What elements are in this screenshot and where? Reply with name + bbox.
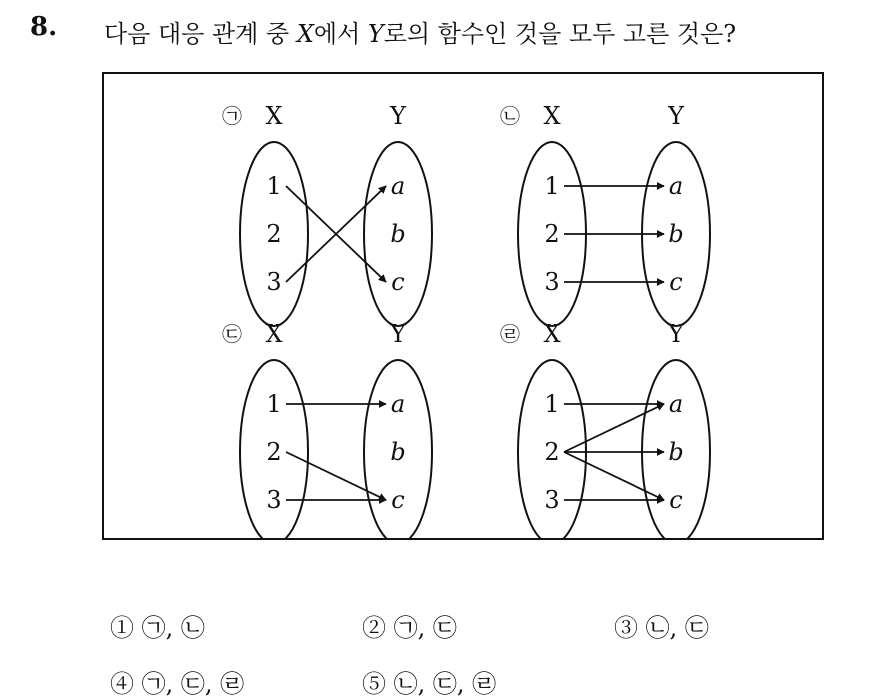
y-element: a bbox=[668, 172, 684, 200]
question-text-part: 다음 대응 관계 중 bbox=[104, 20, 297, 48]
question-text bbox=[104, 14, 736, 49]
choice-2[interactable]: ② ㉠, ㉢ bbox=[362, 614, 457, 642]
set-y-label: Y bbox=[390, 320, 406, 348]
x-element: 2 bbox=[266, 438, 282, 466]
x-element: 1 bbox=[266, 390, 282, 418]
y-element: a bbox=[390, 172, 406, 200]
y-element: c bbox=[391, 268, 405, 296]
set-y-label: Y bbox=[668, 102, 684, 130]
diagram-3 bbox=[222, 320, 432, 540]
y-element: c bbox=[669, 268, 683, 296]
set-x-label: X bbox=[265, 320, 283, 348]
set-y-label: Y bbox=[390, 102, 406, 130]
mapping-diagrams bbox=[102, 72, 824, 540]
x-element: 2 bbox=[266, 220, 282, 248]
x-element: 3 bbox=[266, 486, 282, 514]
y-element: c bbox=[391, 486, 405, 514]
x-element: 3 bbox=[544, 268, 560, 296]
x-element: 1 bbox=[266, 172, 282, 200]
y-element: a bbox=[390, 390, 406, 418]
question-number: 8. bbox=[30, 12, 58, 42]
question-text-part: 로의 함수인 것을 모두 고른 것은? bbox=[383, 20, 737, 48]
set-x-label: X bbox=[543, 320, 561, 348]
x-element: 2 bbox=[544, 438, 560, 466]
diagram-4 bbox=[500, 320, 710, 540]
x-element: 1 bbox=[544, 172, 560, 200]
choice-5[interactable]: ⑤ ㉡, ㉢, ㉣ bbox=[362, 670, 497, 698]
x-element: 2 bbox=[544, 220, 560, 248]
question-text-part: 에서 bbox=[313, 20, 368, 48]
x-element: 3 bbox=[266, 268, 282, 296]
diagram-1 bbox=[222, 102, 432, 326]
set-x-label: X bbox=[265, 102, 283, 130]
mapping-arrow bbox=[564, 404, 664, 452]
mapping-arrow bbox=[564, 452, 664, 500]
diagram-2 bbox=[500, 102, 710, 326]
choice-4[interactable]: ④ ㉠, ㉢, ㉣ bbox=[110, 670, 245, 698]
y-element: b bbox=[668, 438, 684, 466]
y-element: b bbox=[390, 438, 406, 466]
y-element: c bbox=[669, 486, 683, 514]
y-element: a bbox=[668, 390, 684, 418]
x-element: 1 bbox=[544, 390, 560, 418]
x-element: 3 bbox=[544, 486, 560, 514]
y-element: b bbox=[668, 220, 684, 248]
set-x-variable: X bbox=[296, 20, 314, 48]
y-element: b bbox=[390, 220, 406, 248]
diagram-marker: ㉣ bbox=[500, 322, 520, 346]
diagram-marker: ㉡ bbox=[500, 104, 520, 128]
set-y-variable: Y bbox=[367, 20, 384, 48]
diagram-marker: ㉢ bbox=[222, 322, 242, 346]
set-y-label: Y bbox=[668, 320, 684, 348]
diagram-marker: ㉠ bbox=[222, 104, 242, 128]
set-x-label: X bbox=[543, 102, 561, 130]
choice-3[interactable]: ③ ㉡, ㉢ bbox=[614, 614, 709, 642]
choice-1[interactable]: ① ㉠, ㉡ bbox=[110, 614, 205, 642]
mapping-arrow bbox=[286, 452, 386, 500]
